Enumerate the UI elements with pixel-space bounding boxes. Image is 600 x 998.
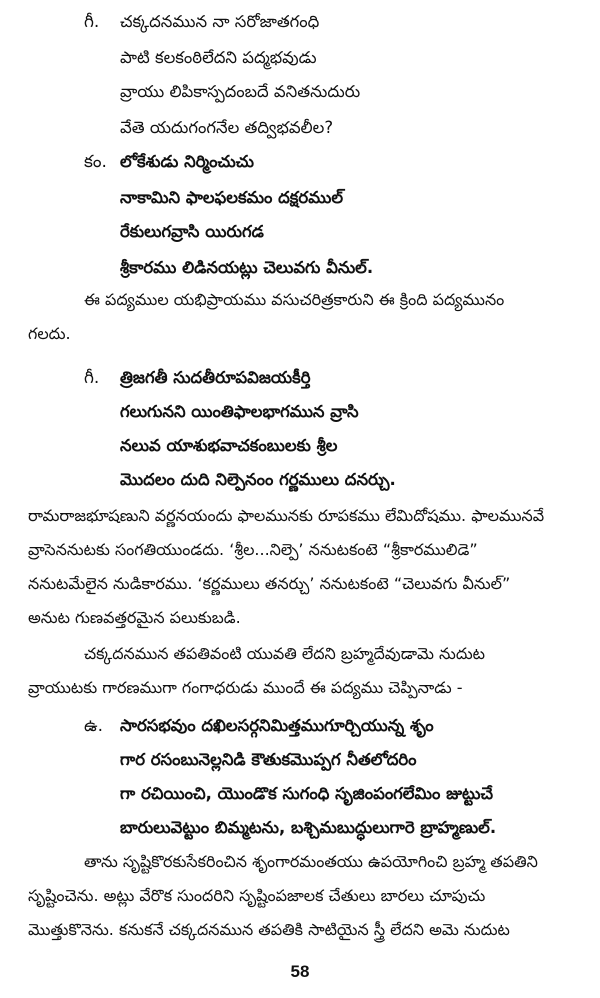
verse-line: చక్కదనమున నా సరోజాతగంధి xyxy=(120,12,320,31)
verse-line: గార రసంబునెల్లనిడి కౌతుకమొప్పగ నీతలోదరిం xyxy=(120,750,417,769)
verse-line: నలువ యాశుభవాచకంబులకు శ్రీల xyxy=(120,436,338,455)
verse-line: రేకులుగవ్రాసి యిరుగడ xyxy=(120,222,264,241)
paragraph-line: తాను సృష్టికొరకుసేకరించిన శృంగారమంతయు ఉపయోగించి బ్రహ్మ తపతిని xyxy=(84,852,538,871)
verse-line: నాకామిని ఫాలఫలకమం దక్షరముల్ xyxy=(120,188,344,207)
paragraph-line: అనుట గుణవత్తరమైన పలుకుబడి. xyxy=(28,608,241,627)
verse-line: వేతె యదుగంగనేల తద్విభవలీల? xyxy=(120,118,334,137)
verse-line: బారులువెట్టుం బిమ్మటను, బశ్చిమబుద్ధులుగారె బ్రాహ్మణుల్. xyxy=(120,818,497,837)
verse-line: గా రచియించి, యొండొక సుగంధి సృజింపంగలేమిం జుట్టుచే xyxy=(120,784,494,803)
paragraph-line: సృష్టించెను. అట్లు వేరొక సుందరిని సృష్టింపజాలక చేతులు బారలు చూపుచు xyxy=(28,886,486,905)
verse-meter-label: గీ. xyxy=(84,12,100,32)
verse-meter-label: కం. xyxy=(84,152,107,172)
verse-meter-label: గీ. xyxy=(84,368,100,388)
verse-line: మొదలం దుది నిల్పెనంం గర్ణములు దనర్చు. xyxy=(120,470,396,489)
verse-line: సారసభవుం దఖిలసర్గనిమిత్తముగూర్చియున్న శృం xyxy=(120,716,434,735)
paragraph-line: మొత్తుకొనెను. కనుకనే చక్కదనమున తపతికి సాటియైన స్త్రీ లేదని అమె నుదుట xyxy=(28,920,510,939)
verse-line: గలుగునని యింతిఫాలభాగమున వ్రాసి xyxy=(120,402,359,421)
verse-line: త్రిజగతీ సుదతీరూపవిజయకీర్తి xyxy=(120,368,311,387)
paragraph-line: రామరాజభూషణుని వర్ణనయందు ఫాలమునకు రూపకము లేమిదోషము. ఫాలమునవే xyxy=(28,506,545,525)
paragraph-line: గలదు. xyxy=(28,324,71,343)
paragraph-line: వ్రాసెననుటకు సంగతియుండదు. ‘శ్రీల...నిల్పె’ ననుటకంటె “శ్రీకారములిడె” xyxy=(28,540,478,559)
verse-line: లోకేశుడు నిర్మించుచు xyxy=(120,152,255,171)
paragraph-line: ఈ పద్యముల యభిప్రాయము వసుచరిత్రకారుని ఈ క్రింది పద్యమునం xyxy=(84,290,505,309)
verse-line: శ్రీకారము లిడినయట్లు చెలువగు వీనుల్. xyxy=(120,258,374,277)
paragraph-line: ననుటమేలైన నుడికారము. ‘కర్ణములు తనర్చు’ ననుటకంటె “చెలువగు వీనుల్” xyxy=(28,574,511,593)
page-number: 58 xyxy=(290,962,310,981)
paragraph-line: వ్రాయుటకు గారణముగా గంగాధరుడు ముందే ఈ పద్యము చెప్పినాడు - xyxy=(28,678,463,697)
verse-meter-label: ఉ. xyxy=(84,716,103,736)
verse-line: పాటి కలకంఠిలేదని పద్మభవుడు xyxy=(120,48,317,67)
verse-line: వ్రాయు లిపికాస్పదంబదే వనితనుదురు xyxy=(120,82,361,101)
paragraph-line: చక్కదనమున తపతివంటి యువతి లేదని బ్రహ్మదేవుడామె నుదుట xyxy=(84,644,485,663)
